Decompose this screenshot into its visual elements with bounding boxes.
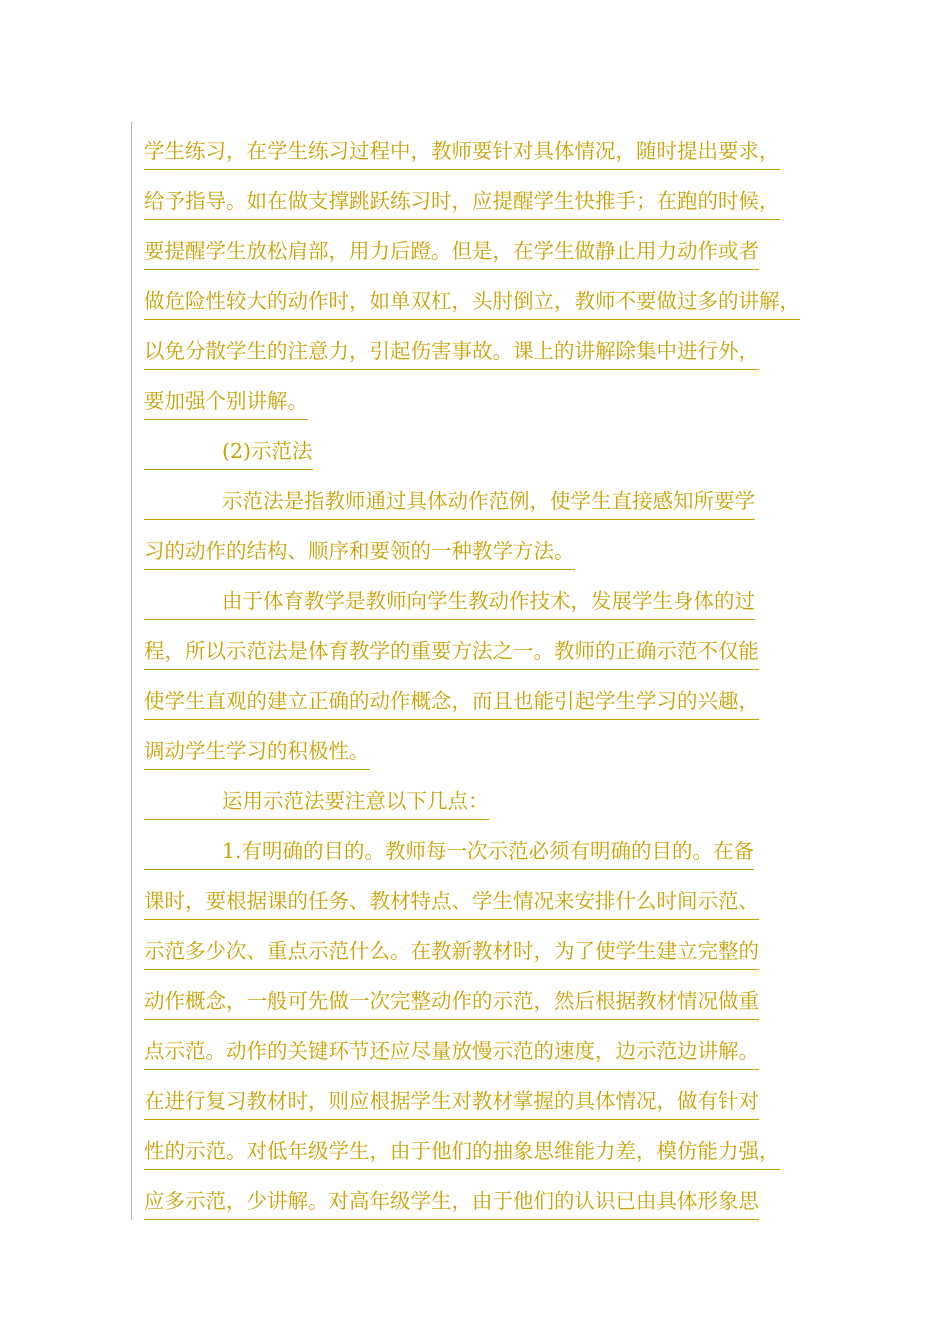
text-line-content: 程，所以示范法是体育教学的重要方法之一。教师的正确示范不仅能 (144, 635, 759, 670)
text-line (144, 278, 824, 328)
text-line-content: 学生练习，在学生练习过程中，教师要针对具体情况，随时提出要求， (144, 135, 780, 170)
text-line-content: (2)示范法 (144, 435, 313, 470)
text-line (144, 578, 824, 628)
text-line-content: 课时，要根据课的任务、教材特点、学生情况来安排什么时间示范、 (144, 885, 759, 920)
text-line-content: 使学生直观的建立正确的动作概念，而且也能引起学生学习的兴趣， (144, 685, 759, 720)
text-line-content: 示范法是指教师通过具体动作范例，使学生直接感知所要学 (144, 485, 755, 520)
text-line (144, 428, 824, 478)
text-line (144, 628, 824, 678)
text-line (144, 1178, 824, 1228)
text-line-content: 运用示范法要注意以下几点： (144, 785, 489, 820)
text-line (144, 378, 824, 428)
text-line (144, 1078, 824, 1128)
text-line-content: 动作概念，一般可先做一次完整动作的示范，然后根据教材情况做重 (144, 985, 759, 1020)
text-line (144, 328, 824, 378)
text-line (144, 678, 824, 728)
text-line (144, 1128, 824, 1178)
text-line-content: 做危险性较大的动作时，如单双杠，头肘倒立，教师不要做过多的讲解， (144, 285, 800, 320)
text-line-content: 以免分散学生的注意力，引起伤害事故。课上的讲解除集中进行外， (144, 335, 759, 370)
text-line-content: 性的示范。对低年级学生，由于他们的抽象思维能力差，模仿能力强， (144, 1135, 780, 1170)
text-line-content: 给予指导。如在做支撑跳跃练习时，应提醒学生快推手；在跑的时候， (144, 185, 780, 220)
text-line-content: 要加强个别讲解。 (144, 385, 308, 420)
text-line (144, 128, 824, 178)
page-margin-line (131, 122, 132, 1220)
text-line-content: 由于体育教学是教师向学生教动作技术，发展学生身体的过 (144, 585, 755, 620)
text-line (144, 178, 824, 228)
text-line-content: 要提醒学生放松肩部，用力后蹬。但是，在学生做静止用力动作或者 (144, 235, 759, 270)
text-line (144, 528, 824, 578)
text-line-content: 应多示范，少讲解。对高年级学生，由于他们的认识已由具体形象思 (144, 1185, 759, 1220)
text-line-content: 习的动作的结构、顺序和要领的一种教学方法。 (144, 535, 575, 570)
text-line (144, 1028, 824, 1078)
text-line-content: 点示范。动作的关键环节还应尽量放慢示范的速度，边示范边讲解。 (144, 1035, 759, 1070)
text-line (144, 228, 824, 278)
text-line (144, 878, 824, 928)
text-line (144, 778, 824, 828)
text-line-content: 1.有明确的目的。教师每一次示范必须有明确的目的。在备 (144, 835, 754, 870)
text-line-content: 在进行复习教材时，则应根据学生对教材掌握的具体情况，做有针对 (144, 1085, 759, 1120)
text-line (144, 978, 824, 1028)
text-line (144, 928, 824, 978)
text-line (144, 828, 824, 878)
text-line-content: 示范多少次、重点示范什么。在教新教材时，为了使学生建立完整的 (144, 935, 759, 970)
text-line (144, 728, 824, 778)
body-text (144, 128, 824, 1228)
text-line (144, 478, 824, 528)
text-line-content: 调动学生学习的积极性。 (144, 735, 370, 770)
